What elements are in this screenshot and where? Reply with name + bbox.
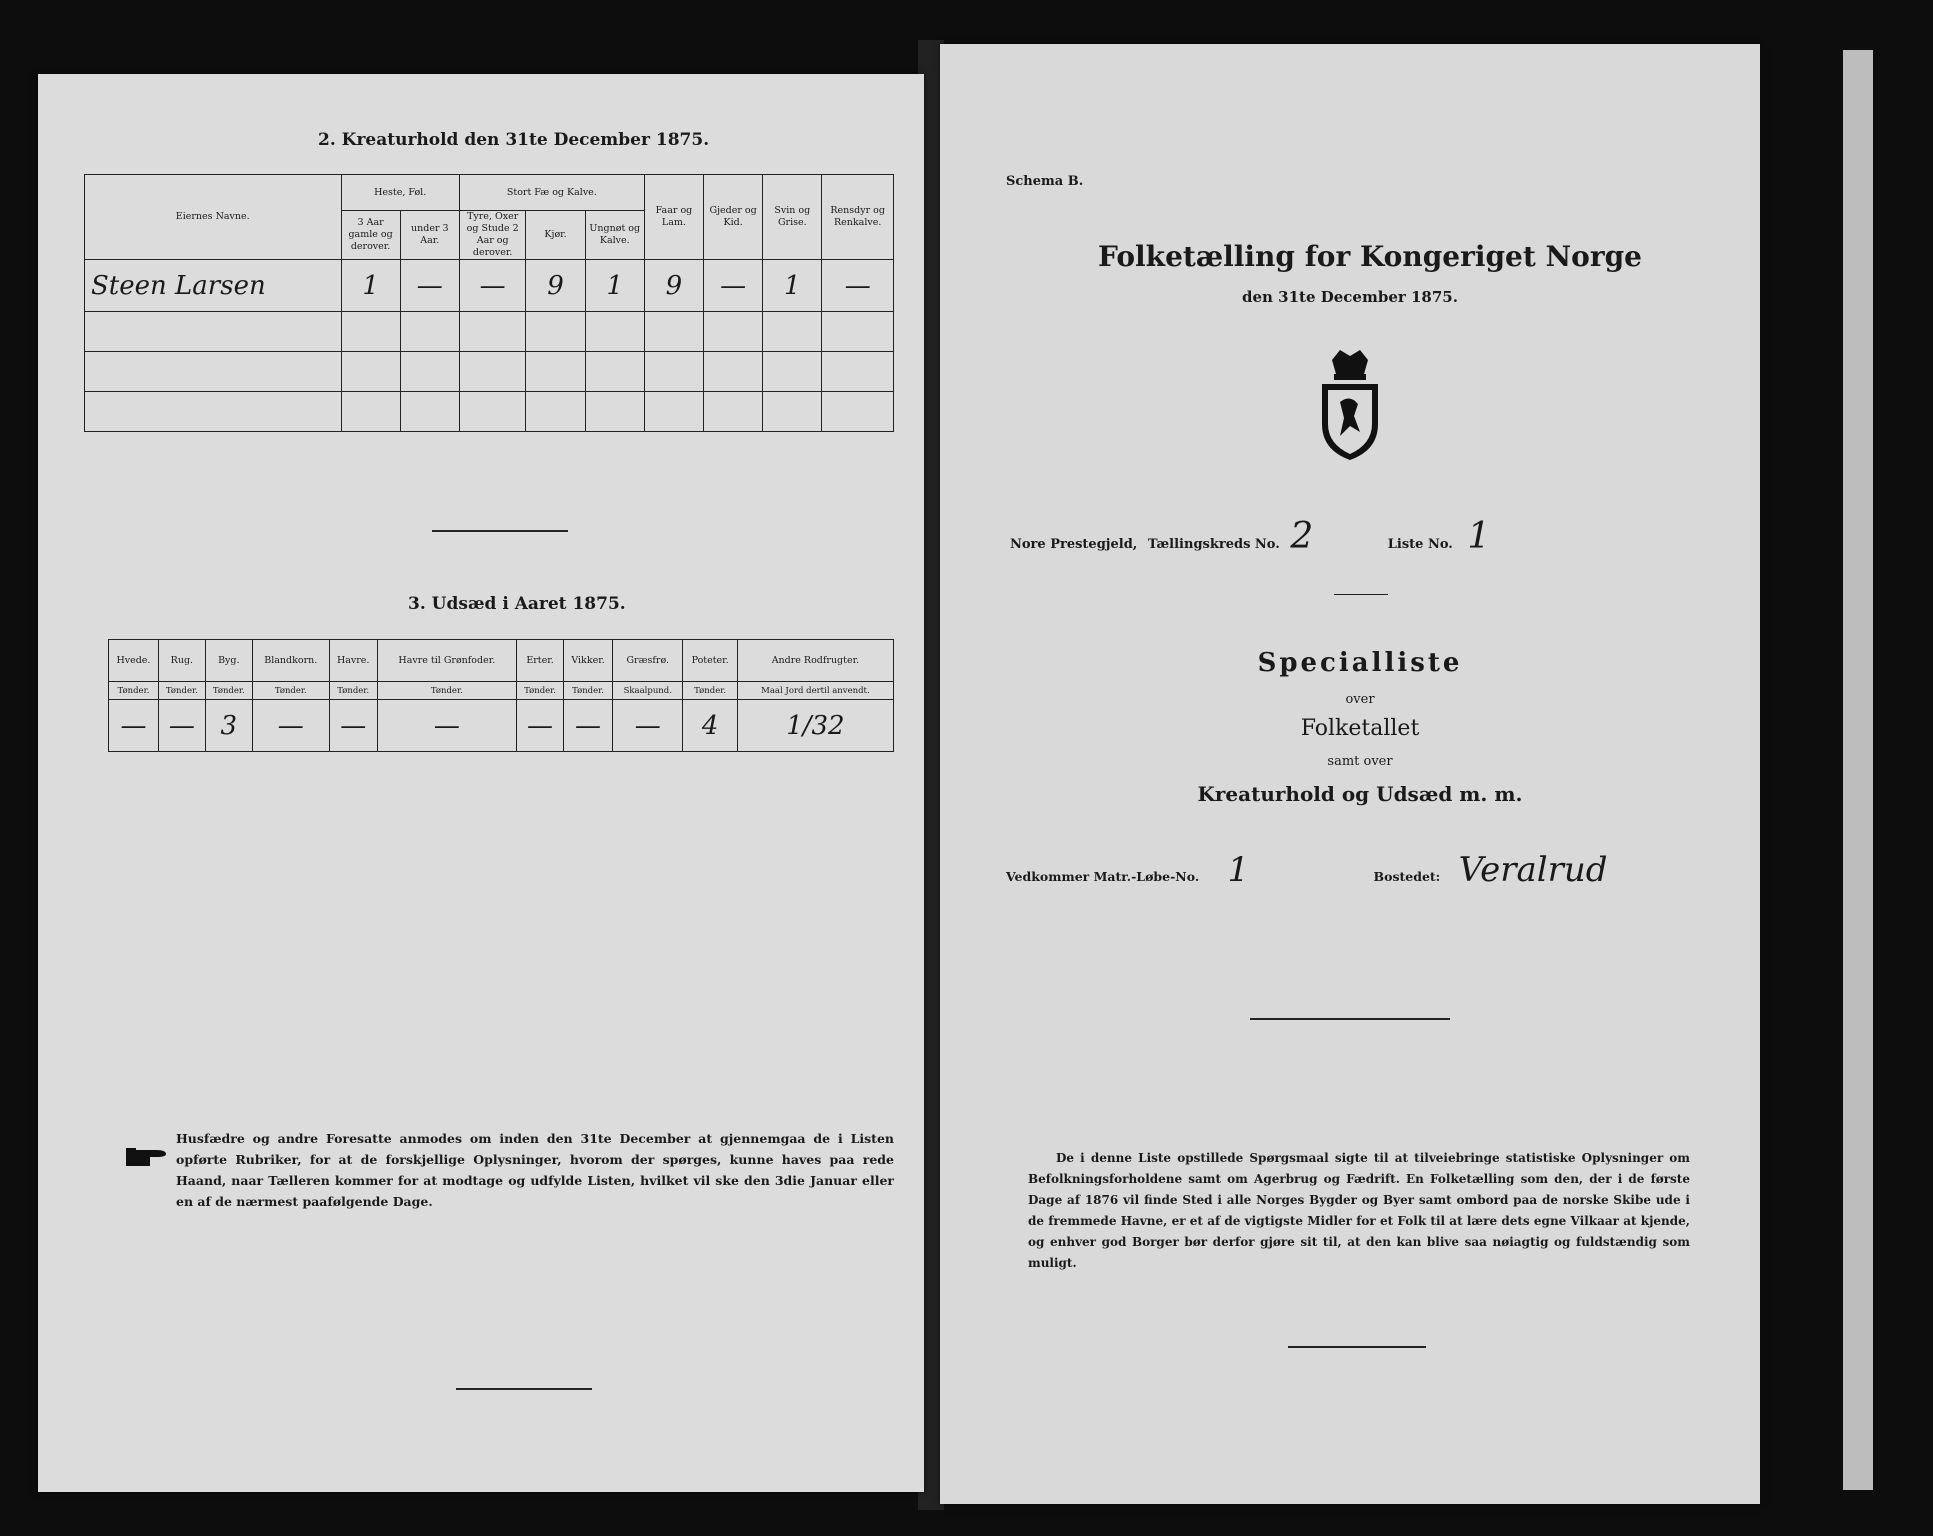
seed-header: Poteter. (683, 640, 737, 682)
district-value: 2 (1290, 516, 1314, 557)
divider (1334, 594, 1388, 595)
seed-value: — (613, 700, 683, 752)
district-label: Tællingskreds No. (1147, 537, 1280, 552)
census-date: den 31te December 1875. (1242, 288, 1458, 306)
seed-table (108, 639, 894, 752)
parish-label: Nore Prestegjeld, (1010, 537, 1138, 552)
seed-unit: Maal Jord dertil anvendt. (737, 682, 893, 700)
seed-header: Blandkorn. (252, 640, 329, 682)
kreaturhold-label: Kreaturhold og Udsæd m. m. (1197, 782, 1523, 806)
seed-value: 1/32 (737, 700, 893, 752)
seed-value: 3 (205, 700, 252, 752)
gjeder-cell: — (704, 260, 763, 312)
schema-label: Schema B. (1006, 174, 1084, 189)
heste-under-header: under 3 Aar. (400, 211, 459, 260)
specialliste-heading: Specialliste (1257, 648, 1463, 678)
bosted-value: Veralrud (1458, 850, 1608, 890)
owner-name-cell: Steen Larsen (85, 260, 342, 312)
svin-header: Svin og Grise. (763, 175, 822, 260)
seed-unit: Tønder. (252, 682, 329, 700)
stort-fae-header: Stort Fæ og Kalve. (459, 175, 644, 211)
livestock-table (84, 174, 894, 432)
heste-header: Heste, Føl. (341, 175, 459, 211)
seed-value: — (377, 700, 517, 752)
location-line (1010, 516, 1690, 557)
page-edge-stack (1843, 50, 1873, 1490)
right-page (940, 44, 1760, 1504)
seed-unit: Tønder. (517, 682, 564, 700)
bosted-label: Bostedet: (1373, 869, 1441, 884)
seed-unit: Tønder. (205, 682, 252, 700)
seed-unit: Skaalpund. (613, 682, 683, 700)
matr-value: 1 (1227, 850, 1250, 890)
svin-cell: 1 (763, 260, 822, 312)
faar-cell: 9 (644, 260, 703, 312)
seed-header: Vikker. (564, 640, 613, 682)
matr-line (1006, 850, 1726, 890)
rensdyr-cell: — (822, 260, 894, 312)
seed-unit: Tønder. (564, 682, 613, 700)
seed-unit: Tønder. (683, 682, 737, 700)
seed-header: Hvede. (109, 640, 159, 682)
folketallet-label: Folketallet (1300, 716, 1420, 741)
tyre-cell: — (459, 260, 526, 312)
norwegian-coat-of-arms-icon (1310, 346, 1390, 462)
gjeder-header: Gjeder og Kid. (704, 175, 763, 260)
seed-value: — (564, 700, 613, 752)
census-title: Folketælling for Kongeriget Norge (1098, 240, 1642, 273)
seed-header: Byg. (205, 640, 252, 682)
kjor-cell: 9 (526, 260, 585, 312)
left-page (38, 74, 924, 1492)
seed-value: — (109, 700, 159, 752)
matr-label: Vedkommer Matr.-Løbe-No. (1006, 869, 1200, 884)
seed-header: Havre. (329, 640, 377, 682)
seed-header: Rug. (158, 640, 205, 682)
seed-unit: Tønder. (377, 682, 517, 700)
list-value: 1 (1467, 516, 1491, 557)
section2-title: 2. Kreaturhold den 31te December 1875. (318, 130, 710, 150)
section3-title: 3. Udsæd i Aaret 1875. (408, 594, 626, 614)
seed-header: Havre til Grønfoder. (377, 640, 517, 682)
seed-unit: Tønder. (329, 682, 377, 700)
seed-unit: Tønder. (158, 682, 205, 700)
intro-paragraph: De i denne Liste opstillede Spørgsmaal sigte til at tilveiebringe statistiske Oplysninger om Befolkningsforholdene samt om Agerbrug og Fædrift. En Folketælling som den, der i de første Dage af 1876 vil finde Sted i alle Norges Bygder og Byer samt ombord paa de norske Skibe ude i de fremmede Havne, er et af de vigtigste Midler for et Folk til at lære dets egne Vilkaar at kjende, og enhver god Borger bør derfor gjøre sit til, at den kan blive saa nøiagtig og fuldstændig som muligt. (1028, 1151, 1690, 1270)
seed-header: Andre Rodfrugter. (737, 640, 893, 682)
divider (1288, 1346, 1426, 1348)
seed-header: Erter. (517, 640, 564, 682)
seed-value: — (158, 700, 205, 752)
heste-3aar-cell: 1 (341, 260, 400, 312)
heste-under-cell: — (400, 260, 459, 312)
notice-text: Husfædre og andre Foresatte anmodes om inden den 31te December at gjennemgaa de i Listen opførte Rubriker, for at de forskjellige Oplysninger, hvorom der spørges, kunne haves paa rede Haand, naar Tælleren kommer for at modtage og udfylde Listen, hvilket vil ske den 3die Januar eller en af de nærmest paafølgende Dage. (176, 1131, 894, 1209)
over-label: over (1345, 692, 1375, 707)
seed-value: — (329, 700, 377, 752)
owner-header: Eiernes Navne. (85, 175, 342, 260)
divider (456, 1388, 592, 1390)
kjor-header: Kjør. (526, 211, 585, 260)
samt-over-label: samt over (1327, 754, 1393, 769)
ungnot-header: Ungnøt og Kalve. (585, 211, 644, 260)
heste-3aar-header: 3 Aar gamle og derover. (341, 211, 400, 260)
seed-header: Græsfrø. (613, 640, 683, 682)
seed-value: 4 (683, 700, 737, 752)
seed-value: — (252, 700, 329, 752)
tyre-header: Tyre, Oxer og Stude 2 Aar og derover. (459, 211, 526, 260)
divider (1250, 1018, 1450, 1020)
seed-unit: Tønder. (109, 682, 159, 700)
rensdyr-header: Rensdyr og Renkalve. (822, 175, 894, 260)
seed-value: — (517, 700, 564, 752)
pointing-hand-icon (126, 1142, 170, 1172)
divider (432, 530, 568, 532)
list-label: Liste No. (1387, 537, 1453, 552)
ungnot-cell: 1 (585, 260, 644, 312)
faar-header: Faar og Lam. (644, 175, 703, 260)
